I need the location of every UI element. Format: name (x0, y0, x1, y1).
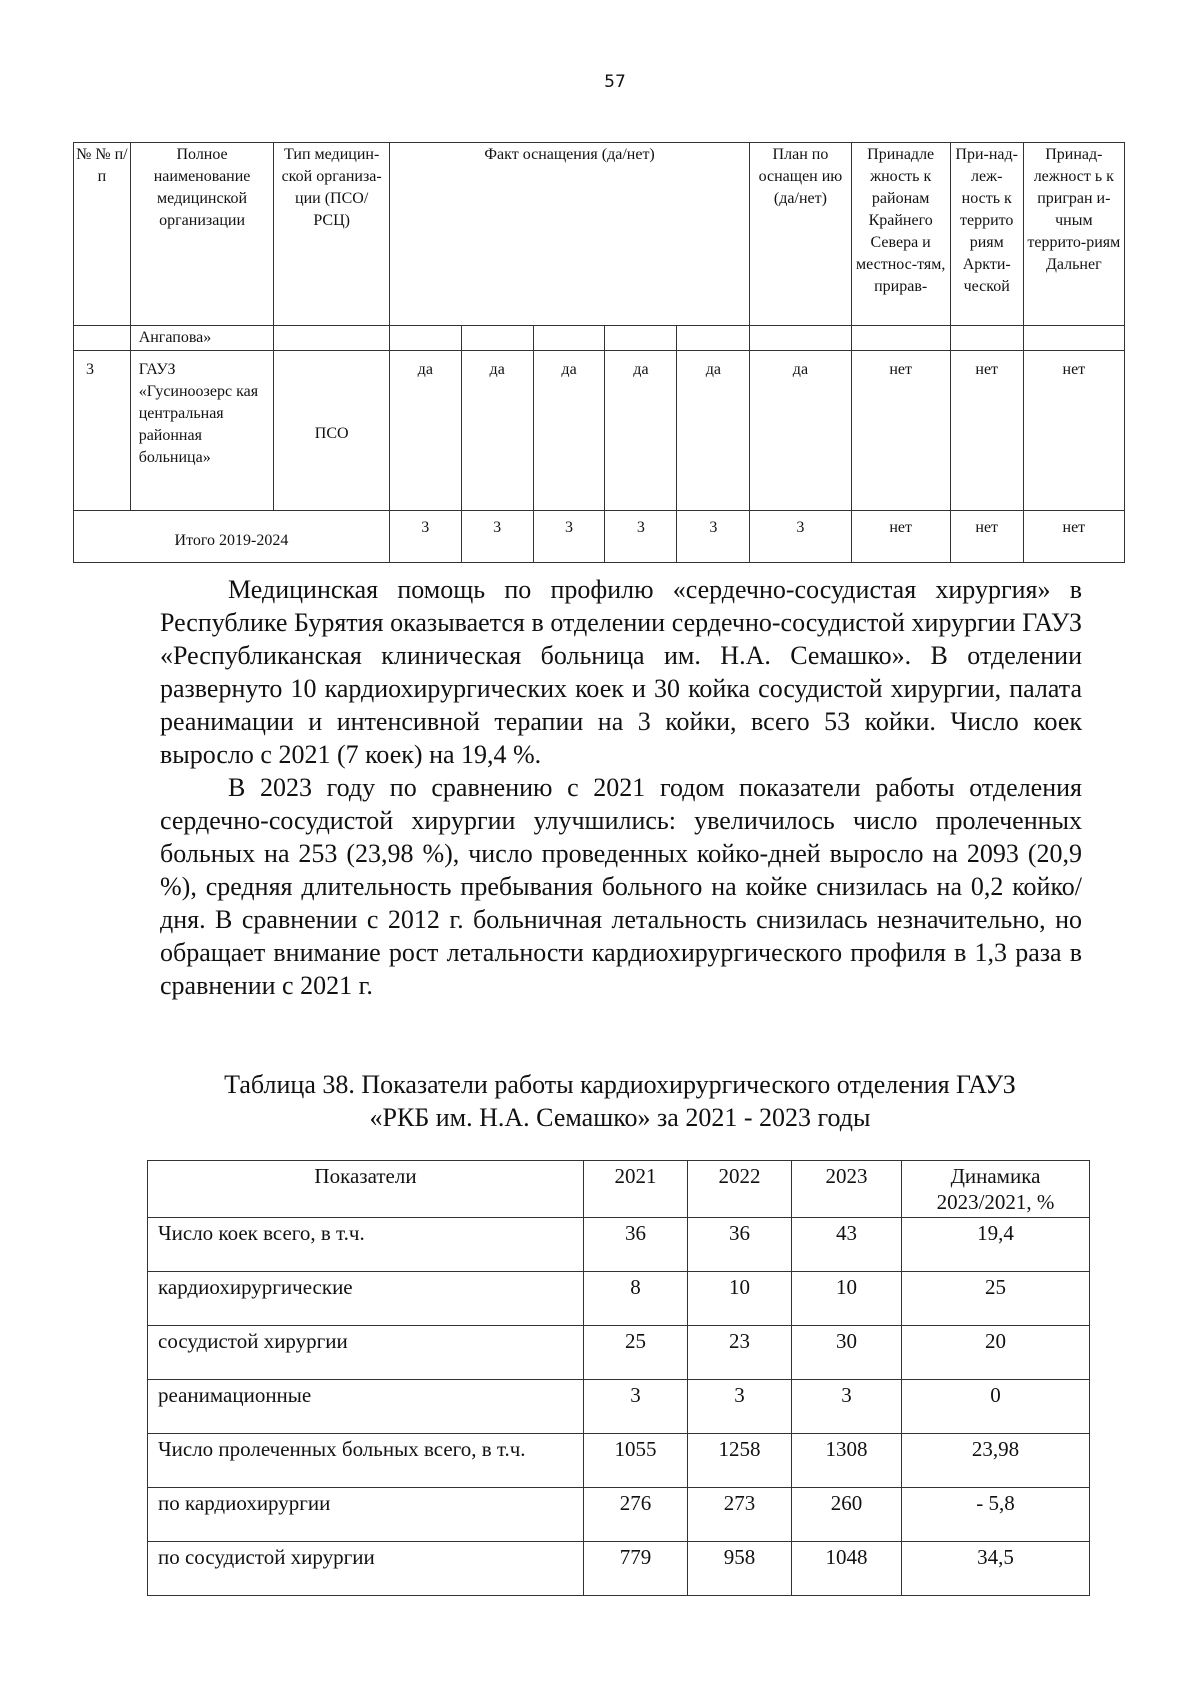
row-fact-1: да (389, 351, 461, 511)
equipment-table (73, 142, 1125, 563)
total-fact-5: 3 (677, 511, 750, 563)
paragraph-1: Медицинская помощь по профилю «сердечно-сосудистая хирургия» в Республике Бурятия оказывается в отделении сердечно-сосудистой хирургии ГАУЗ «Республиканская клиническая больница им. Н.А. Семашко». В отделении развернуто 10 кардиохирургических коек и 30 койка сосудистой хирургии, палата реанимации и интенсивной терапии на 3 койки, всего 53 койки. Число коек выросло с 2021 (7 коек) на 19,4 %. (160, 575, 1082, 769)
header-fact: Факт оснащения (да/нет) (389, 143, 749, 326)
total-north: нет (851, 511, 950, 563)
row-fact-4: да (605, 351, 677, 511)
header-type: Тип медицин-ской организа-ции (ПСО/ РСЦ) (274, 143, 389, 326)
table38-header (148, 1161, 1090, 1218)
body-text (160, 573, 1082, 1002)
header-plan: План по оснащен ию (да/нет) (750, 143, 851, 326)
row-name: ГАУЗ «Гусиноозерс кая центральная районная больница» (130, 351, 274, 511)
header-north: Принадле жность к районам Крайнего Севера и местнос-тям, прирав- (851, 143, 950, 326)
row-type: ПСО (274, 351, 389, 511)
row-plan: да (750, 351, 851, 511)
header-border: Принад-лежност ь к пригран и-чным террито-риям Дальнег (1023, 143, 1124, 326)
header-name: Полное наименование медицинской организации (130, 143, 274, 326)
total-plan: 3 (750, 511, 851, 563)
continued-row (74, 326, 1125, 351)
header-dynamics: Динамика 2023/2021, % (902, 1161, 1090, 1218)
total-fact-4: 3 (605, 511, 677, 563)
header-num: № № п/п (74, 143, 131, 326)
page-number: 57 (604, 72, 626, 92)
total-fact-3: 3 (533, 511, 605, 563)
row-fact-5: да (677, 351, 750, 511)
table-row: сосудистой хирургии 25 23 30 20 (148, 1326, 1090, 1380)
table38 (147, 1160, 1090, 1596)
header-2023: 2023 (792, 1161, 902, 1218)
table-row: по сосудистой хирургии 779 958 1048 34,5 (148, 1542, 1090, 1596)
header-indicator: Показатели (148, 1161, 584, 1218)
continued-name: Ангапова» (130, 326, 274, 351)
paragraph-2: В 2023 году по сравнению с 2021 годом показатели работы отделения сердечно-сосудистой хирургии улучшились: увеличилось число пролеченных больных на 253 (23,98 %), число проведенных койко-дней выросло на 2093 (20,9 %), средняя длительность пребывания больного на койке снизилась на 0,2 койко/дня. В сравнении с 2012 г. больничная летальность снизилась незначительно, но обращает внимание рост летальности кардиохирургического профиля в 1,3 раза в сравнении с 2021 г. (160, 773, 1082, 1000)
table-row: Число коек всего, в т.ч. 36 36 43 19,4 (148, 1218, 1090, 1272)
total-fact-1: 3 (389, 511, 461, 563)
table-row: Число пролеченных больных всего, в т.ч. 1055 1258 1308 23,98 (148, 1434, 1090, 1488)
total-fact-2: 3 (461, 511, 533, 563)
caption-line-1: Таблица 38. Показатели работы кардиохирургического отделения ГАУЗ (224, 1070, 1016, 1099)
header-arctic: При-над-леж-ность к террито риям Аркти-ческой (950, 143, 1023, 326)
row-arctic: нет (950, 351, 1023, 511)
table-row (74, 351, 1125, 511)
table-row: по кардиохирургии 276 273 260 - 5,8 (148, 1488, 1090, 1542)
row-num: 3 (74, 351, 131, 511)
header-2022: 2022 (688, 1161, 792, 1218)
row-fact-3: да (533, 351, 605, 511)
total-border: нет (1023, 511, 1124, 563)
caption-line-2: «РКБ им. Н.А. Семашко» за 2021 - 2023 годы (369, 1103, 871, 1132)
table-row: кардиохирургические 8 10 10 25 (148, 1272, 1090, 1326)
row-fact-2: да (461, 351, 533, 511)
total-arctic: нет (950, 511, 1023, 563)
table-row: реанимационные 3 3 3 0 (148, 1380, 1090, 1434)
equipment-table-header (74, 143, 1125, 326)
total-row (74, 511, 1125, 563)
header-2021: 2021 (584, 1161, 688, 1218)
row-border: нет (1023, 351, 1124, 511)
row-north: нет (851, 351, 950, 511)
total-label: Итого 2019-2024 (74, 511, 390, 563)
table38-caption (140, 1068, 1100, 1134)
